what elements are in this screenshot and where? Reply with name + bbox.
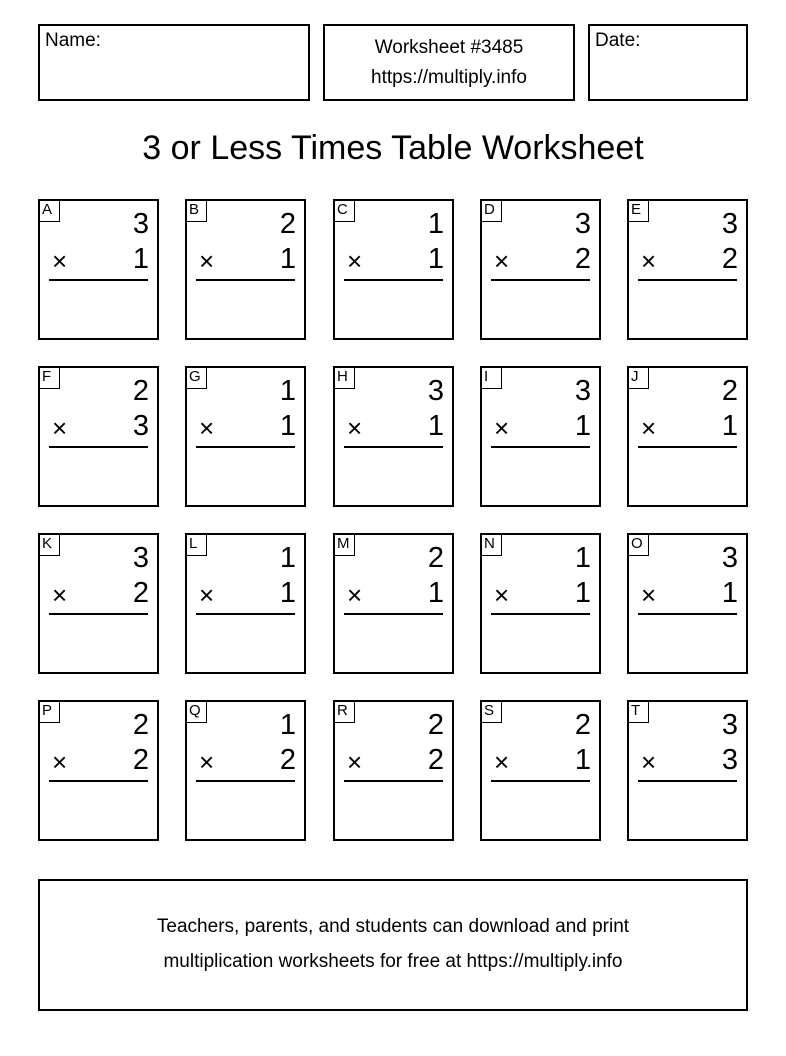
answer-rule [638,279,737,281]
multiplier: 2 [574,243,591,275]
name-label: Name: [45,30,101,51]
multiplier: 2 [132,577,149,609]
times-sign: × [347,580,363,610]
answer-rule [196,279,295,281]
problem-card [627,700,748,841]
multiplicand: 2 [132,709,149,741]
multiplier: 3 [721,744,738,776]
answer-rule [638,446,737,448]
multiplier: 1 [279,243,296,275]
multiplier: 1 [132,243,149,275]
answer-rule [344,613,443,615]
answer-rule [49,613,148,615]
footer-box [38,879,748,1011]
problem-label: M [333,533,355,556]
problem-label: F [38,366,60,389]
multiplier: 1 [279,410,296,442]
problem-card [627,533,748,674]
problem-card [627,199,748,340]
problem-label: Q [185,700,207,723]
problem-card [333,199,454,340]
problem-card [480,533,601,674]
multiplicand: 3 [132,208,149,240]
multiplicand: 1 [574,542,591,574]
times-sign: × [494,747,510,777]
multiplier: 1 [574,744,591,776]
multiplicand: 3 [427,375,444,407]
problem-card [38,700,159,841]
problem-card [185,700,306,841]
times-sign: × [641,747,657,777]
times-sign: × [199,246,215,276]
problem-label: J [627,366,649,389]
times-sign: × [641,246,657,276]
problem-label: O [627,533,649,556]
answer-rule [344,279,443,281]
multiplier: 1 [721,410,738,442]
problem-label: K [38,533,60,556]
times-sign: × [347,747,363,777]
problem-card [38,366,159,507]
multiplier: 1 [721,577,738,609]
times-sign: × [641,413,657,443]
multiplicand: 2 [721,375,738,407]
problem-card [480,366,601,507]
answer-rule [638,780,737,782]
multiplier: 3 [132,410,149,442]
times-sign: × [494,246,510,276]
times-sign: × [199,747,215,777]
answer-rule [196,613,295,615]
times-sign: × [347,413,363,443]
multiplier: 1 [427,243,444,275]
answer-rule [49,446,148,448]
answer-rule [344,446,443,448]
times-sign: × [347,246,363,276]
answer-rule [196,780,295,782]
multiplier: 2 [279,744,296,776]
multiplicand: 3 [574,375,591,407]
multiplicand: 3 [721,709,738,741]
answer-rule [638,613,737,615]
problem-label: A [38,199,60,222]
date-field[interactable] [588,24,748,101]
multiplicand: 2 [427,709,444,741]
problem-label: L [185,533,207,556]
problem-label: T [627,700,649,723]
multiplicand: 2 [574,709,591,741]
problem-card [185,366,306,507]
answer-rule [196,446,295,448]
problem-label: P [38,700,60,723]
times-sign: × [494,413,510,443]
problem-card [627,366,748,507]
answer-rule [49,279,148,281]
multiplicand: 3 [721,542,738,574]
multiplier: 1 [427,577,444,609]
problem-label: B [185,199,207,222]
multiplier: 1 [574,577,591,609]
multiplicand: 3 [721,208,738,240]
answer-rule [491,613,590,615]
footer-line-1: Teachers, parents, and students can download and print [156,916,630,937]
multiplicand: 2 [279,208,296,240]
problem-card [185,533,306,674]
problem-card [480,700,601,841]
problem-card [333,366,454,507]
problem-card [480,199,601,340]
problem-label: S [480,700,502,723]
problem-card [333,700,454,841]
multiplier: 1 [279,577,296,609]
answer-rule [344,780,443,782]
times-sign: × [52,246,68,276]
times-sign: × [641,580,657,610]
date-label: Date: [595,30,641,51]
times-sign: × [199,413,215,443]
times-sign: × [52,413,68,443]
problem-label: N [480,533,502,556]
times-sign: × [199,580,215,610]
worksheet-number: Worksheet #3485 [374,37,524,58]
multiplier: 1 [427,410,444,442]
multiplicand: 1 [279,375,296,407]
times-sign: × [52,580,68,610]
answer-rule [49,780,148,782]
worksheet-url: https://multiply.info [371,67,527,88]
multiplier: 2 [427,744,444,776]
problem-label: G [185,366,207,389]
page-title: 3 or Less Times Table Worksheet [142,129,644,167]
answer-rule [491,279,590,281]
multiplicand: 1 [427,208,444,240]
problem-card [38,199,159,340]
answer-rule [491,446,590,448]
multiplier: 2 [721,243,738,275]
multiplicand: 1 [279,709,296,741]
worksheet-info-box [323,24,575,101]
multiplier: 2 [132,744,149,776]
multiplicand: 2 [132,375,149,407]
multiplicand: 3 [574,208,591,240]
multiplier: 1 [574,410,591,442]
times-sign: × [52,747,68,777]
problem-label: D [480,199,502,222]
footer-line-2: multiplication worksheets for free at https://multiply.info [163,951,623,972]
problem-grid [38,199,748,841]
problem-label: H [333,366,355,389]
multiplicand: 3 [132,542,149,574]
problem-label: I [480,366,502,389]
problem-card [333,533,454,674]
problem-card [185,199,306,340]
problem-card [38,533,159,674]
problem-label: E [627,199,649,222]
multiplicand: 1 [279,542,296,574]
answer-rule [491,780,590,782]
times-sign: × [494,580,510,610]
multiplicand: 2 [427,542,444,574]
problem-label: C [333,199,355,222]
name-field[interactable] [38,24,310,101]
problem-label: R [333,700,355,723]
